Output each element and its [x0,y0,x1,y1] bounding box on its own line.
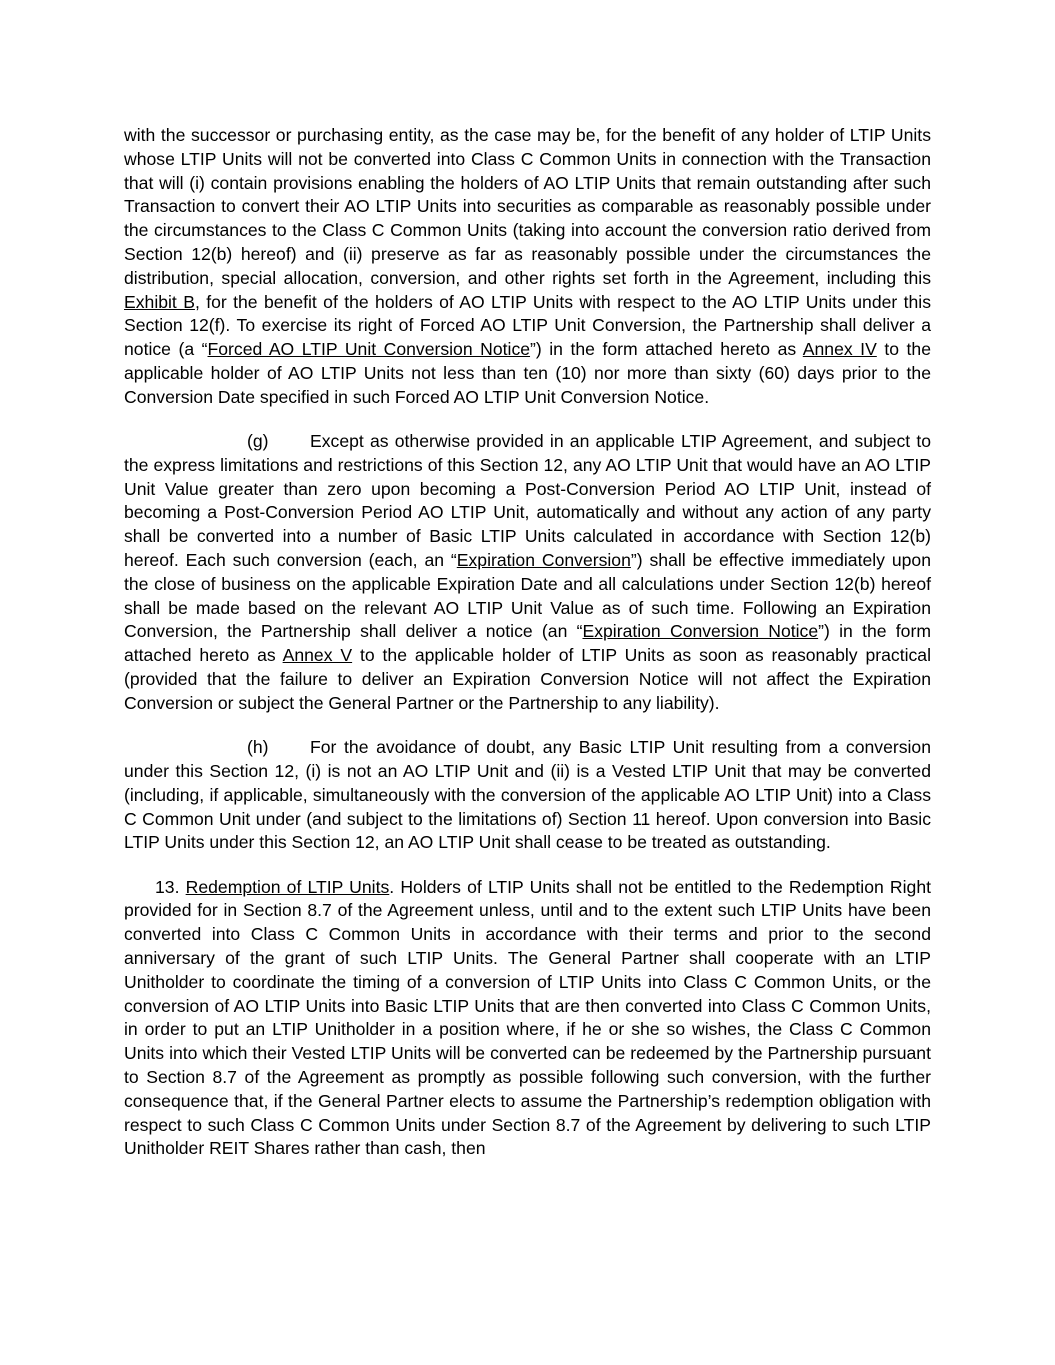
paragraph-h [124,736,931,855]
text-run: Except as otherwise provided in an applicable LTIP Agreement, and subject to the express limitations and restrictions of this Section 12, any AO LTIP Unit that would have an AO LTIP Unit Value greater than zero upon becoming a Post-Conversion Period AO LTIP Unit, instead of becoming a Post-Conversion Period AO LTIP Unit, automatically and without any action of any party shall be converted into a number of Basic LTIP Units calculated in accordance with Section 12(b) hereof. Each such conversion (each, an “ [124,431,931,571]
defined-term-exhibit-b: Exhibit B [124,291,195,312]
defined-term-expiration-conversion: Expiration Conversion [456,550,631,571]
text-run: to the applicable holder of LTIP Units as soon as reasonably practical (provided that the failure to deliver an Expiration Conversion Notice will not affect the Expiration Conversion or subject the General Partner or the Partnership to any liability). [124,645,931,713]
section-13 [124,876,931,1162]
defined-term-expiration-conversion-notice: Expiration Conversion Notice [582,621,819,642]
section-number: 13. [155,876,180,897]
document-body [124,124,931,1161]
text-run: ”) in the form attached hereto as [530,339,803,360]
defined-term-annex-iv: Annex IV [802,339,877,360]
defined-term-annex-v: Annex V [282,645,353,666]
paragraph-label-g: (g) [247,431,269,452]
defined-term-forced-conversion-notice: Forced AO LTIP Unit Conversion Notice [207,339,531,360]
paragraph-g [124,430,931,716]
paragraph-f-continuation [124,124,931,410]
paragraph-label-h: (h) [247,737,269,758]
text-run: For the avoidance of doubt, any Basic LTIP Unit resulting from a conversion under this Section 12, (i) is not an AO LTIP Unit and (ii) is a Vested LTIP Unit that may be converted (including, if applicable, simultaneously with the conversion of the applicable AO LTIP Unit) into a Class C Common Unit under (and subject to the limitations of) Section 11 hereof. Upon conversion into Basic LTIP Units under this Section 12, an AO LTIP Unit shall cease to be treated as outstanding. [124,737,931,853]
text-run: with the successor or purchasing entity, as the case may be, for the benefit of any holder of LTIP Units whose LTIP Units will not be converted into Class C Common Units in connection with the Transaction that will (i) contain provisions enabling the holders of AO LTIP Units that remain outstanding after such Transaction to convert their AO LTIP Units into securities as comparable as reasonably possible under the circumstances to the Class C Common Units (taking into account the conversion ratio derived from Section 12(b) hereof) and (ii) preserve as far as reasonably possible under the circumstances the distribution, special allocation, conversion, and other rights set forth in the Agreement, including this [124,125,931,288]
text-run: , for the benefit of the holders of AO LTIP Units with respect to the AO LTIP Units under this Section 12(f). To exercise its right of Forced AO LTIP Unit Conversion, the Partnership shall deliver a notice (a “ [124,291,932,360]
section-heading: Redemption of LTIP Units [185,876,390,897]
text-run: ”) shall be effective immediately upon the close of business on the applicable Expiration Date and all calculations under Section 12(b) hereof shall be made based on the relevant AO LTIP Unit Value as of such time. Following an Expiration Conversion, the Partnership shall deliver a notice (an “ [124,550,931,642]
text-run: ”) in the form attached hereto as [124,621,931,666]
text-run: to the applicable holder of AO LTIP Units not less than ten (10) nor more than sixty (60) days prior to the Conversion Date specified in such Forced AO LTIP Unit Conversion Notice. [124,339,931,407]
text-run: . Holders of LTIP Units shall not be entitled to the Redemption Right provided for in Section 8.7 of the Agreement unless, until and to the extent such LTIP Units have been converted into Class C Common Units in accordance with their terms and prior to the second anniversary of the grant of such LTIP Units. The General Partner shall cooperate with an LTIP Unitholder to coordinate the timing of a conversion of LTIP Units into Class C Common Units, or the conversion of AO LTIP Units into Basic LTIP Units that are then converted into Class C Common Units, in order to put an LTIP Unitholder in a position where, if he or she so wishes, the Class C Common Units into which their Vested LTIP Units will be converted can be redeemed by the Partnership pursuant to Section 8.7 of the Agreement as promptly as possible following such conversion, with the further consequence that, if the General Partner elects to assume the Partnership’s redemption obligation with respect to such Class C Common Units under Section 8.7 of the Agreement by delivering to such LTIP Unitholder REIT Shares rather than cash, then [124,876,931,1159]
